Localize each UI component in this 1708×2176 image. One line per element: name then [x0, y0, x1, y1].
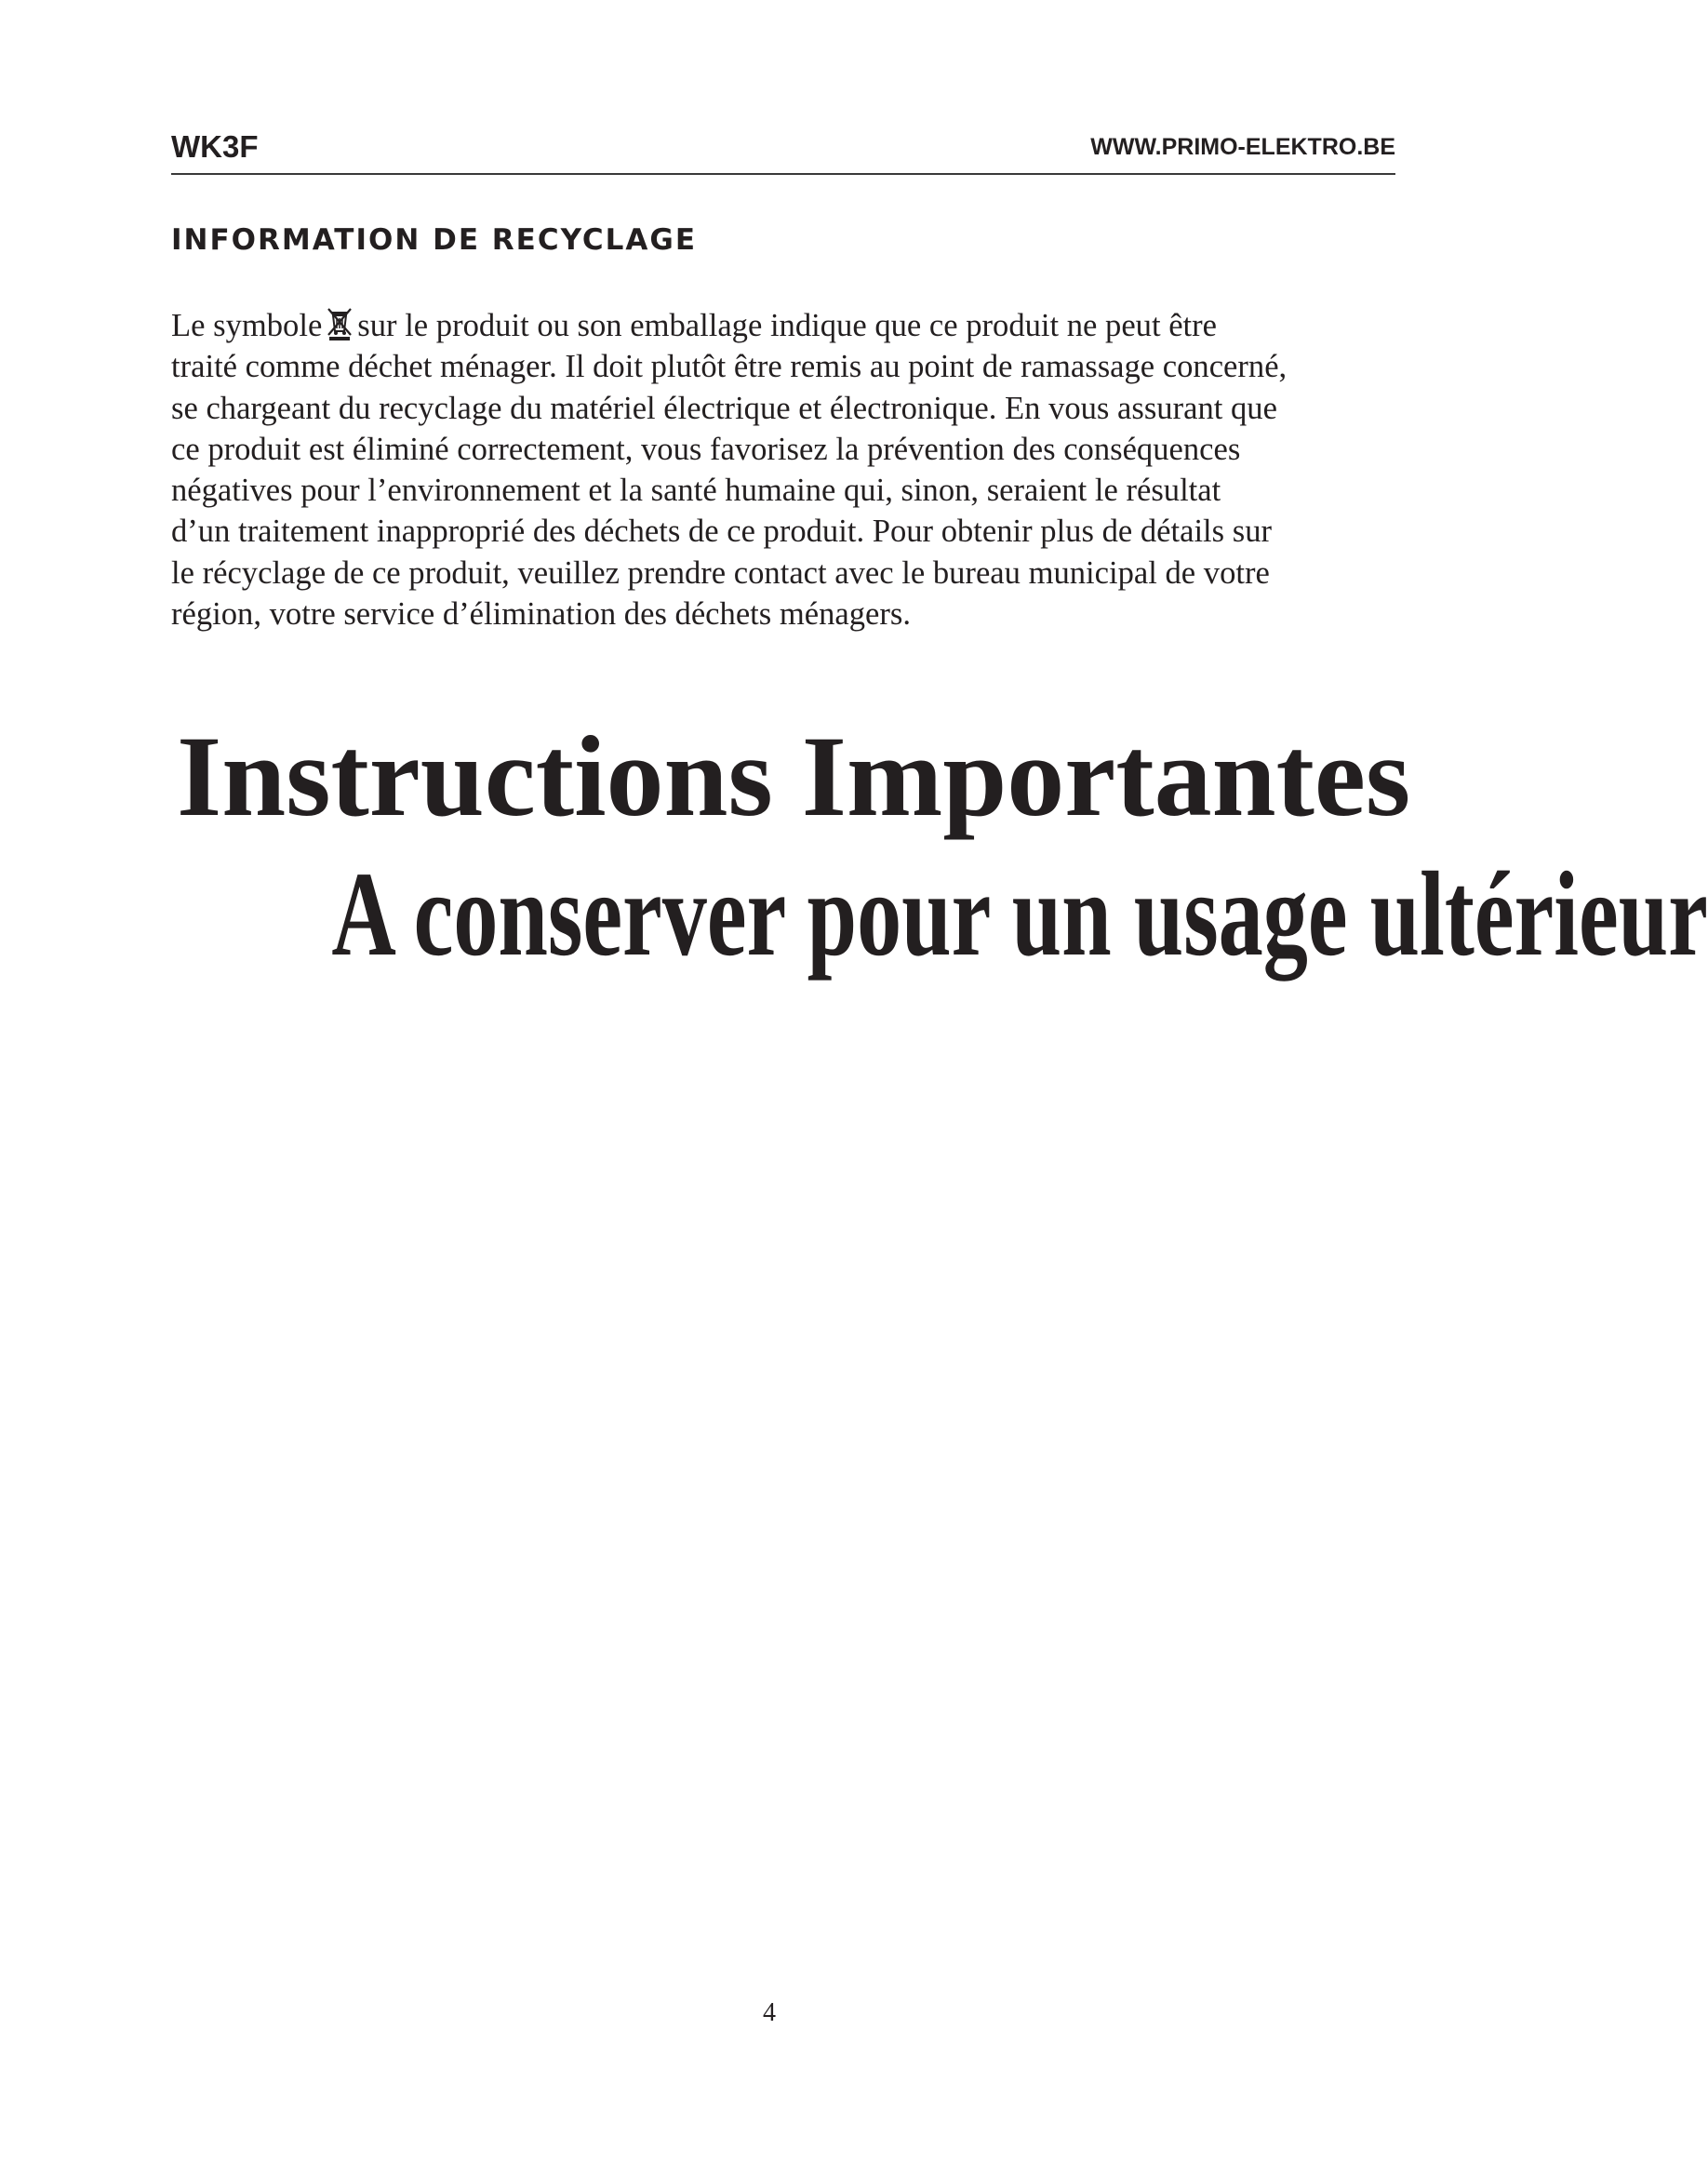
paragraph-line: négatives pour l’environnement et la santé humaine qui, sinon, seraient le résultat — [171, 473, 1221, 509]
paragraph-line: ce produit est éliminé correctement, vous favorisez la prévention des conséquences — [171, 431, 1241, 467]
page-number: 4 — [763, 1998, 776, 2027]
paragraph-line: le récyclage de ce produit, veuillez prendre contact avec le bureau municipal de votre — [171, 554, 1270, 591]
page-header — [171, 128, 1395, 175]
sub-heading: A conserver pour un usage ultérieur — [331, 848, 1708, 981]
main-heading: Instructions Importantes — [177, 713, 1411, 840]
paragraph-line: d’un traitement inapproprié des déchets de ce produit. Pour obtenir plus de détails sur — [171, 514, 1273, 550]
model-name: WK3F — [171, 129, 259, 164]
paragraph-line — [171, 305, 1395, 346]
recycling-paragraph — [171, 305, 1395, 634]
paragraph-line: se chargeant du recyclage du matériel électrique et électronique. En vous assurant que — [171, 390, 1277, 426]
paragraph-line: traité comme déchet ménager. Il doit plutôt être remis au point de ramassage concerné, — [171, 349, 1288, 385]
paragraph-line: région, votre service d’élimination des déchets ménagers. — [171, 596, 912, 633]
website-url: WWW.PRIMO-ELEKTRO.BE — [1090, 134, 1395, 160]
crossed-out-wheelie-bin-icon — [326, 306, 354, 341]
paragraph-prefix: Le symbole — [171, 308, 323, 343]
paragraph-line-text: sur le produit ou son emballage indique que ce produit ne peut être — [357, 308, 1218, 343]
section-title: INFORMATION DE RECYCLAGE — [171, 223, 698, 257]
